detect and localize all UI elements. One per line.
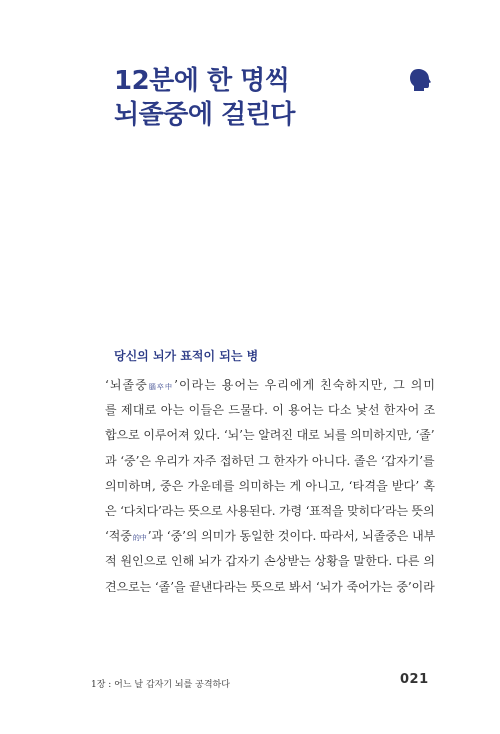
body-line-8: 적 원인으로 인해 뇌가 갑자기 손상받는 상황을 말한다. 다른 의 [105, 554, 436, 569]
chapter-title-line-1: 12분에 한 명씩 [114, 66, 290, 96]
body-line-1-start: ‘뇌졸중 [105, 378, 148, 392]
hanja-annotation: 的中 [132, 534, 147, 543]
body-line-7-end: ’과 ‘중’의 의미가 동일한 것이다. 따라서, 뇌졸중은 내부 [147, 529, 436, 544]
section-heading: 당신의 뇌가 표적이 되는 병 [114, 349, 259, 363]
chapter-title-line-2: 뇌졸중에 걸린다 [114, 100, 295, 130]
body-line-2: 를 제대로 아는 이들은 드물다. 이 용어는 다소 낯선 한자어 조 [105, 403, 436, 418]
body-line-4: 과 ‘중’은 우리가 자주 접하던 그 한자가 아니다. 졸은 ‘갑자기’를 [105, 453, 435, 468]
page-number: 021 [400, 672, 429, 687]
head-profile-icon [408, 68, 432, 92]
body-line-1-end: ’이라는 용어는 우리에게 친숙하지만, 그 의미 [174, 378, 437, 392]
body-paragraph [105, 373, 435, 600]
body-line-3: 합으로 이루어져 있다. ‘뇌’는 알려진 대로 뇌를 의미하지만, ‘졸’ [105, 428, 435, 443]
hanja-annotation: 腦卒中 [148, 383, 174, 391]
body-line-6: 은 ‘다치다’라는 뜻으로 사용된다. 가령 ‘표적을 맞히다’라는 뜻의 [105, 503, 435, 518]
body-line-5: 의미하며, 중은 가운데를 의미하는 게 아니고, ‘타격을 받다’ 혹 [105, 478, 436, 493]
running-head: 1장 : 어느 날 갑자기 뇌를 공격하다 [91, 680, 230, 690]
body-line-9: 견으로는 ‘졸’을 끝낸다라는 뜻으로 봐서 ‘뇌가 죽어가는 중’이라 [105, 579, 435, 594]
body-line-1 [105, 373, 435, 398]
chapter-title [114, 64, 295, 132]
body-line-7-start: ‘적중 [105, 529, 132, 544]
body-line-7 [105, 524, 435, 549]
